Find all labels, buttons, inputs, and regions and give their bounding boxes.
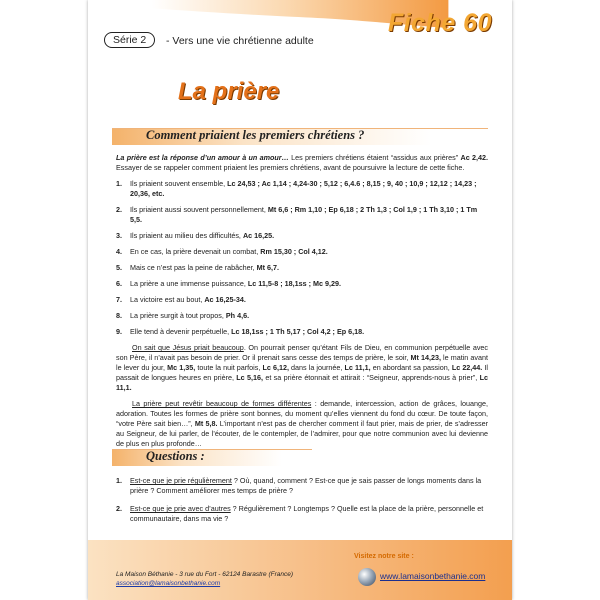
list-item: 4. En ce cas, la prière devenait un combat, Rm 15,30 ; Col 4,12.: [116, 247, 328, 256]
list-item: 5. Mais ce n’est pas la peine de rabâcher, Mt 6,7.: [116, 263, 280, 272]
list-item: 6. La prière a une immense puissance, Lc 11,5-8 ; 18,1ss ; Mc 9,29.: [116, 279, 341, 288]
email-link[interactable]: association@lamaisonbethanie.com: [116, 580, 221, 587]
section-bar-questions: [112, 449, 312, 466]
list-item: 1. Ils priaient souvent ensemble, Lc 24,53 ; Ac 1,14 ; 4,24-30 ; 5,12 ; 6,4.6 ; 8,15 ; 9, 40 ; 10,9 ; 12,12 ; 14,23 ; 20,36, etc.: [116, 179, 477, 198]
list-item: 3. Ils priaient au milieu des difficultés, Ac 16,25.: [116, 231, 275, 240]
paragraph-formes-priere: La prière peut revêtir beaucoup de formes différentes : demande, intercession, action de grâces, louange, adoration. Toutes les formes de prière sont bonnes, du moment qu’elles viennent du fond du cœur. De toute façon, “votre Père sait bien…”, Mt 5,8. L’important n’est pas de chercher comment il faut prier, mais de prier, de s’adresser au Seigneur, de lui parler, de l’écouter, de le contempler, de l’admirer, pour que notre communion avec lui devienne de plus en plus profonde…: [116, 399, 488, 448]
document-sheet: [88, 0, 512, 600]
intro-paragraph: La prière est la réponse d’un amour à un amour… Les premiers chrétiens étaient “assidus aux prières” Ac 2,42. Essayer de se rappeler comment priaient les premiers chrétiens, avant de poursuivre la lecture de cette fiche.: [116, 153, 489, 172]
list-item: 1. Est-ce que je prie régulièrement ? Où, quand, comment ? Est-ce que je sais passer de longs moments dans la prière ? Comment améliorer mes temps de prière ?: [116, 476, 482, 495]
footer-address: [116, 570, 293, 588]
section-title-questions: Questions :: [146, 449, 205, 463]
list-item: 7. La victoire est au bout, Ac 16,25-34.: [116, 295, 246, 304]
visit-label: Visitez notre site :: [354, 553, 414, 560]
questions-list: [116, 476, 488, 532]
list-item: 2. Est-ce que je prie avec d’autres ? Régulièrement ? Longtemps ? Quelle est la place de la prière, personnelle et communautaire, dans ma vie ?: [116, 504, 484, 523]
paragraph-jesus-priait: On sait que Jésus priait beaucoup. On pourrait penser qu’étant Fils de Dieu, en communion perpétuelle avec son Père, il n’avait pas besoin de prier. Or il prenait sans cesse des temps de prière, le soir, Mt 14,23, le matin avant le lever du jour, Mc 1,35, toute la nuit parfois, Lc 6,12, dans la journée, Lc 11,1, en abordant sa passion, Lc 22,44. Il passait de longues heures en prière, Lc 5,16, et sa prière étonnait et attirait : “Seigneur, apprends-nous à prier”, Lc 11,1.: [116, 343, 489, 392]
main-content: [116, 153, 488, 455]
website-link[interactable]: www.lamaisonbethanie.com: [380, 571, 486, 581]
list-item: 9. Elle tend à devenir perpétuelle, Lc 18,1ss ; 1 Th 5,17 ; Col 4,2 ; Ep 6,18.: [116, 327, 365, 336]
serie-subtitle: - Vers une vie chrétienne adulte: [166, 35, 314, 47]
list-item: 2. Ils priaient aussi souvent personnellement, Mt 6,6 ; Rm 1,10 ; Ep 6,18 ; 2 Th 1,3 ; Col 1,9 ; 1 Th 3,10 ; 1 Tm 5,5.: [116, 205, 478, 224]
list-item: 8. La prière surgit à tout propos, Ph 4,6.: [116, 311, 250, 320]
section-title-comment: Comment priaient les premiers chrétiens ?: [146, 128, 365, 142]
page-title: La prière: [178, 78, 280, 105]
address-line: La Maison Béthanie - 3 rue du Fort - 62124 Barastre (France): [116, 571, 294, 578]
fiche-number: Fiche 60: [387, 9, 492, 37]
globe-icon: [358, 568, 376, 586]
verse-list: [116, 179, 488, 337]
serie-badge: Série 2: [104, 32, 155, 48]
footer-band: [88, 540, 512, 600]
